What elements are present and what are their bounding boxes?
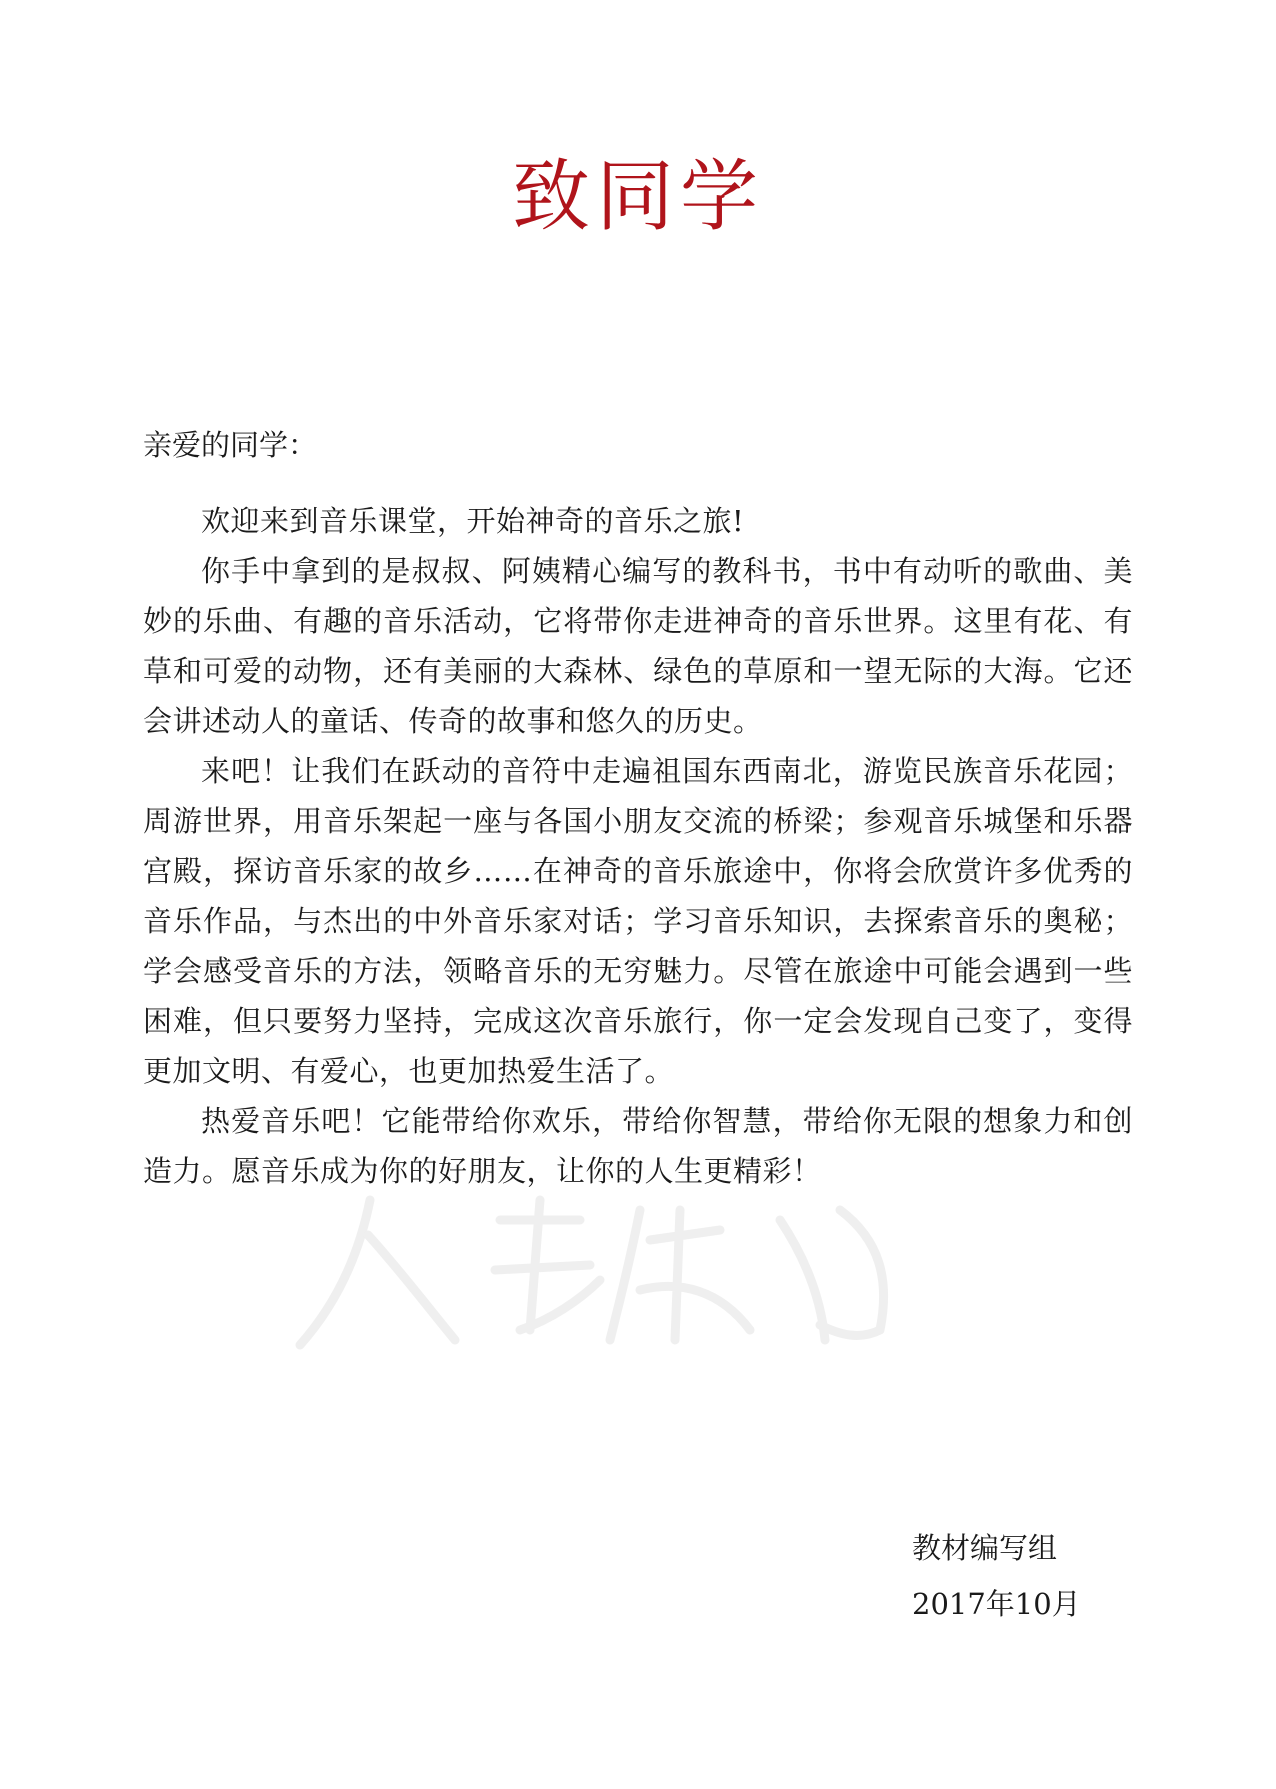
signature-date: 2017年10月 xyxy=(912,1587,1081,1621)
publisher-watermark xyxy=(280,1180,920,1360)
paragraph-textbook: 你手中拿到的是叔叔、阿姨精心编写的教科书，书中有动听的歌曲、美妙的乐曲、有趣的音乐活动，它将带你走进神奇的音乐世界。这里有花、有草和可爱的动物，还有美丽的大森林、绿色的草原和一望无际的大海。它还会讲述动人的童话、传奇的故事和悠久的历史。 xyxy=(143,554,1133,738)
page-title: 致同学 xyxy=(511,152,764,242)
paragraph-welcome: 欢迎来到音乐课堂，开始神奇的音乐之旅! xyxy=(201,504,745,538)
paragraph-closing: 热爱音乐吧！它能带给你欢乐，带给你智慧，带给你无限的想象力和创造力。愿音乐成为你的好朋友，让你的人生更精彩！ xyxy=(143,1104,1133,1188)
paragraph-journey: 来吧！让我们在跃动的音符中走遍祖国东西南北，游览民族音乐花园；周游世界，用音乐架起一座与各国小朋友交流的桥梁；参观音乐城堡和乐器宫殿，探访音乐家的故乡……在神奇的音乐旅途中，你将会欣赏许多优秀的音乐作品，与杰出的中外音乐家对话；学习音乐知识，去探索音乐的奥秘；学会感受音乐的方法，领略音乐的无穷魅力。尽管在旅途中可能会遇到一些困难，但只要努力坚持，完成这次音乐旅行，你一定会发现自己变了，变得更加文明、有爱心，也更加热爱生活了。 xyxy=(143,754,1133,1088)
greeting: 亲爱的同学： xyxy=(143,428,318,462)
letter-body xyxy=(143,420,1133,1196)
signature-author: 教材编写组 xyxy=(912,1531,1058,1565)
signature-block xyxy=(912,1520,1081,1632)
